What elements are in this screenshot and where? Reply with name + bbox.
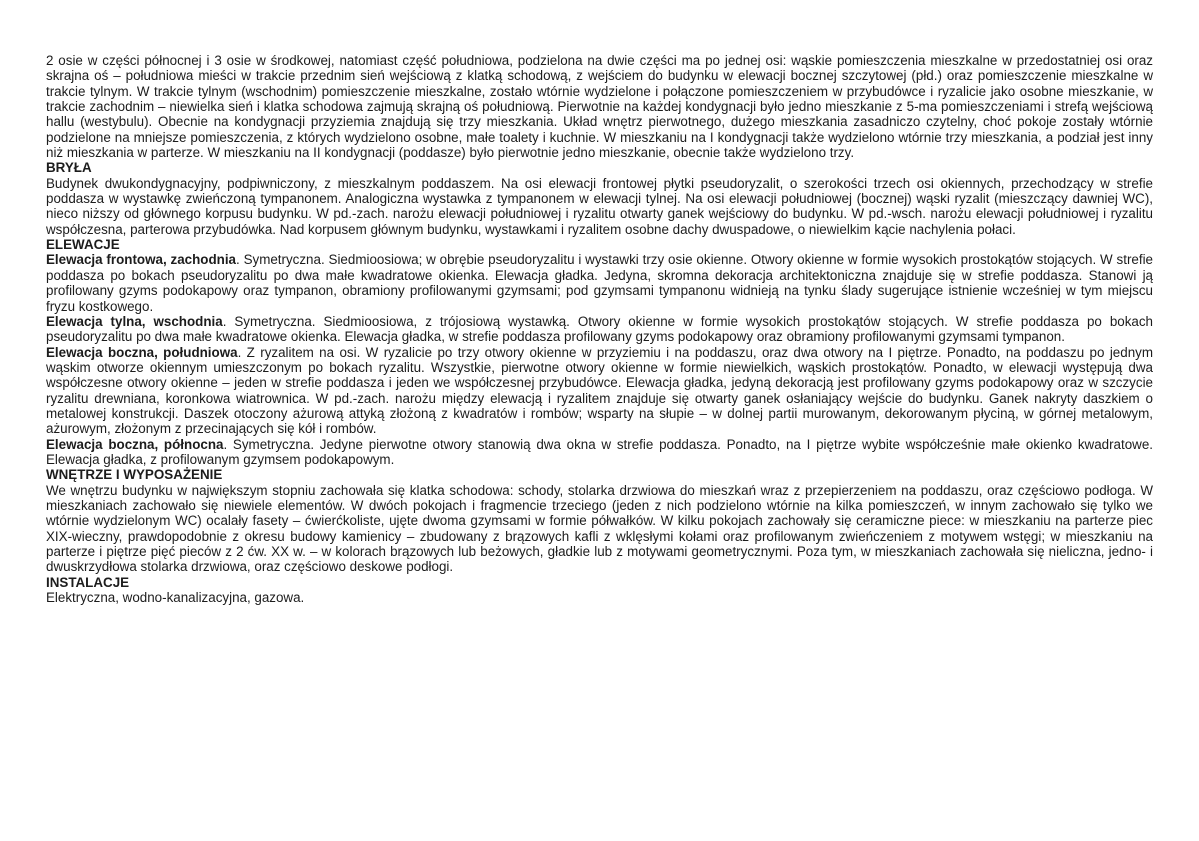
bryla-paragraph: Budynek dwukondygnacyjny, podpiwniczony, z mieszkalnym poddaszem. Na osi elewacji frontowej płytki pseudoryzalit, o szerokości trzech osi okiennych, przechodzący w strefie poddasza w wystawkę zwieńczoną tympanonem. Analogiczna wystawka z tympanonem w elewacji tylnej. Na osi elewacji południowej (bocznej) wąski ryzalit (mieszczący dawniej WC), nieco niższy od głównego korpusu budynku. W pd.-zach. narożu elewacji południowej i ryzalitu otwarty ganek wejściowy do budynku. W pd.-wsch. narożu elewacji południowej i ryzalitu współczesna, parterowa przybudówka. Nad korpusem głównym budynku, wystawkami i ryzalitem osobne dachy dwuspadowe, o niewielkim kącie nachylenia połaci. (46, 175, 1153, 237)
elewacja-tylna-text: . Symetryczna. Siedmioosiowa, z trójosiową wystawką. Otwory okienne w formie wysokich prostokątów stojących. W strefie poddasza po bokach pseudoryzalitu po dwa małe kwadratowe okienka. Elewacja gładka, w strefie poddasza profilowany gzyms podokapowy oraz obramiony profilowanymi gzymsami tympanon. (46, 313, 1154, 345)
heading-instalacje: INSTALACJE (46, 574, 130, 590)
elewacja-poludniowa-paragraph (46, 345, 1153, 437)
wnetrze-paragraph: We wnętrzu budynku w największym stopniu zachowała się klatka schodowa: schody, stolarka drzwiowa do mieszkań wraz z przepierzeniem na poddaszu, oraz częściowo podłoga. W mieszkaniach zachowało się niewiele elementów. W dwóch pokojach i fragmencie trzeciego (jeden z nich podzielono wtórnie na kilka pomieszczeń, w innym zachowało się tylko we wtórnie wydzielonym WC) ocalały fasety – ćwierćkoliste, ujęte dwoma gzymsami w formie półwałków. W kilku pokojach zachowały się ceramiczne piece: w mieszkaniu na parterze piec XIX-wieczny, prawdopodobnie z okresu budowy kamienicy – zbudowany z brązowych kafli z wklęsłymi kołami oraz profilowanym zwieńczeniem z motywem wstęgi; w mieszkaniu na parterze i piętrze pięć pieców z 2 ćw. XX w. – w kolorach brązowych lub beżowych, gładkie lub z motywami geometrycznymi. Poza tym, w mieszkaniach zachowała się nieliczna, jedno- i dwuskrzydłowa stolarka drzwiowa, oraz częściowo deskowe podłogi. (46, 482, 1153, 575)
elewacja-polnocna-text: . Symetryczna. Jedyne pierwotne otwory stanowią dwa okna w strefie poddasza. Ponadto, na I piętrze wybite współcześnie małe okienko kwadratowe. Elewacja gładka, z profilowanym gzymsem podokapowym. (46, 436, 1153, 467)
elewacja-tylna-paragraph (46, 314, 1153, 345)
instalacje-paragraph: Elektryczna, wodno-kanalizacyjna, gazowa. (46, 590, 305, 606)
elewacja-tylna-lead: Elewacja tylna, wschodnia (46, 313, 223, 329)
elewacja-frontowa-paragraph (46, 252, 1153, 313)
intro-paragraph: 2 osie w części północnej i 3 osie w środkowej, natomiast część południowa, podzielona na dwie części ma po jednej osi: wąskie pomieszczenia mieszkalne w przedostatniej osi oraz skrajna oś – południowa mieści w trakcie przednim sień wejściową z klatką schodową, z wejściem do budynku w elewacji bocznej szczytowej (płd.) oraz pomieszczenie mieszkalne w trakcie tylnym. W trakcie tylnym (wschodnim) pomieszczenie mieszkalne, zostało wtórnie wydzielone i połączone pomieszczeniem w przybudówce i ryzalicie jako osobne mieszkanie, w trakcie zachodnim – niewielka sień i klatka schodowa zajmują skrajną oś południową. Pierwotnie na każdej kondygnacji było jedno mieszkanie z 5-ma pomieszczeniami i strefą wejściową hallu (westybulu). Obecnie na kondygnacji przyziemia znajdują się trzy mieszkania. Układ wnętrz pierwotnego, dużego mieszkania zasadniczo czytelny, choć pokoje zostały wtórnie podzielone na mniejsze pomieszczenia, z których wydzielono osobne, małe toalety i kuchnie. W mieszkaniu na I kondygnacji także wydzielono wtórnie trzy mieszkania, a podział jest inny niż mieszkania w parterze. W mieszkaniu na II kondygnacji (poddasze) było pierwotnie jedno mieszkanie, obecnie także wydzielono trzy. (46, 53, 1153, 161)
document-page (46, 53, 1153, 605)
heading-elewacje: ELEWACJE (46, 237, 120, 253)
heading-wnetrze: WNĘTRZE I WYPOSAŻENIE (46, 467, 223, 483)
elewacja-frontowa-lead: Elewacja frontowa, zachodnia (46, 252, 236, 268)
elewacja-polnocna-paragraph (46, 437, 1153, 468)
elewacja-frontowa-text: . Symetryczna. Siedmioosiowa; w obrębie pseudoryzalitu i wystawki trzy osie okienne. Otwory okienne w formie wysokich prostokątów stojących. W strefie poddasza po bokach pseudoryzalitu po dwa małe kwadratowe okienka. Elewacja gładka. Jedyna, skromna dekoracja architektoniczna znajduje się w strefie poddasza. Stanowi ją profilowany gzyms podokapowy oraz tympanon, obramiony profilowanymi gzymsami; pod gzymsami tympanonu widnieją na tynku ślady sugerujące istnienie wcześniej w tym miejscu fryzu kostkowego. (46, 252, 1153, 314)
elewacja-poludniowa-lead: Elewacja boczna, południowa (46, 344, 238, 360)
elewacja-polnocna-lead: Elewacja boczna, północna (46, 436, 224, 452)
heading-bryla: BRYŁA (46, 160, 92, 176)
elewacja-poludniowa-text: . Z ryzalitem na osi. W ryzalicie po trzy otwory okienne w przyziemiu i na poddaszu, oraz dwa otwory na I piętrze. Ponadto, na poddaszu po jednym wąskim otworze okiennym umieszczonym po bokach ryzalitu. Wszystkie, pierwotne otwory okienne w formie niewielkich, wąskich prostokątów. Ponadto, w elewacji występują dwa współczesne otwory okienne – jeden w strefie poddasza i jeden we współczesnej przybudówce. Elewacja gładka, jedyną dekoracją jest profilowany gzyms podokapowy oraz w szczycie ryzalitu drewniana, koronkowa wiatrownica. W pd.-zach. narożu między elewacją i ryzalitem znajduje się otwarty ganek osłaniający wejście do budynku. Ganek nakryty daszkiem o metalowej konstrukcji. Daszek otoczony ażurową attyką złożoną z kwadratów i rombów; wsparty na słupie – w dolnej partii murowanym, dekorowanym płyciną, w górnej metalowym, ażurowym, złożonym z przecinających się kół i rombów. (46, 344, 1154, 437)
